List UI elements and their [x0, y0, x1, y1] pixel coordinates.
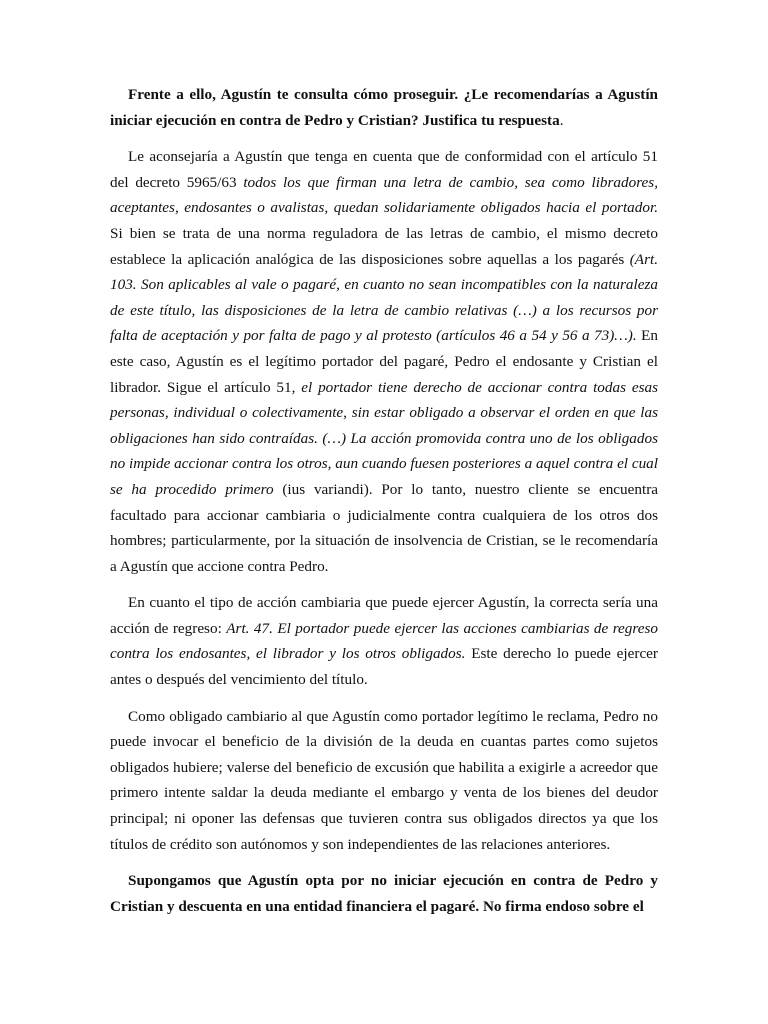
answer-paragraph-3: [110, 704, 658, 858]
answer-paragraph-1: [110, 144, 658, 579]
answer-paragraph-2: [110, 590, 658, 692]
bold-text-run: Supongamos que Agustín opta por no iniciar ejecución en contra de Pedro y Cristian y descuenta en una entidad financiera el pagaré. No firma endoso sobre el: [110, 872, 658, 915]
text-run: Si bien se trata de una norma reguladora de las letras de cambio, el mismo decreto establece la aplicación analógica de las disposiciones sobre aquellas a los pagarés: [110, 224, 658, 268]
italic-text-run: (Art. 103. Son aplicables al vale o pagaré, en cuanto no sean incompatibles con la naturaleza de este título, las disposiciones de la letra de cambio relativas (…) a los recursos por falta de aceptación y por falta de pago y al protesto (artículos 46 a 54 y 56 a 73)…).: [110, 250, 658, 345]
italic-text-run: el portador tiene derecho de accionar contra todas esas personas, individual o colectivamente, sin estar obligado a observar el orden en que las obligaciones han sido contraídas. (…) La acción promovida contra uno de los obligados no impide accionar contra los otros, aun cuando fuesen posteriores a aquel contra el cual se ha procedido primero: [110, 378, 659, 498]
italic-text-run: todos los que firman una letra de cambio, sea como libradores, aceptantes, endosantes o avalistas, quedan solidariamente obligados hacia el portador.: [110, 173, 658, 217]
bold-text-run: Frente a ello, Agustín te consulta cómo proseguir. ¿Le recomendarías a Agustín iniciar ejecución en contra de Pedro y Cristian? Justifica tu respuesta: [110, 86, 658, 129]
text-run: En este caso, Agustín es el legítimo portador del pagaré, Pedro el endosante y Cristian el librador. Sigue el artículo 51,: [110, 327, 659, 396]
text-run: (ius variandi). Por lo tanto, nuestro cliente se encuentra facultado para accionar cambiaria o judicialmente contra cualquiera de los otros dos hombres; particularmente, por la situación de insolvencia de Cristian, se le recomendaría a Agustín que accione contra Pedro.: [110, 480, 658, 575]
text-run: Le aconsejaría a Agustín que tenga en cuenta que de conformidad con el artículo 51 del decreto 5965/63: [110, 148, 658, 191]
question-paragraph-1: [110, 82, 658, 133]
italic-text-run: Art. 47. El portador puede ejercer las acciones cambiarias de regreso contra los endosantes, el librador y los otros obligados.: [110, 619, 658, 663]
text-run: En cuanto el tipo de acción cambiaria que puede ejercer Agustín, la correcta sería una acción de regreso:: [110, 594, 658, 637]
text-run: Este derecho lo puede ejercer antes o después del vencimiento del título.: [110, 645, 658, 689]
text-run: Como obligado cambiario al que Agustín como portador legítimo le reclama, Pedro no puede invocar el beneficio de la división de la deuda en cuantas partes como sujetos obligados hubiere; valerse del beneficio de excusión que habilita a exigirle a acreedor que primero intente saldar la deuda mediante el embargo y venta de los bienes del deudor principal; ni oponer las defensas que tuvieren contra sus obligados directos ya que los títulos de crédito son autónomos y son independientes de las relaciones anteriores.: [110, 707, 658, 853]
text-run: .: [559, 111, 564, 129]
question-paragraph-2: [110, 868, 658, 919]
